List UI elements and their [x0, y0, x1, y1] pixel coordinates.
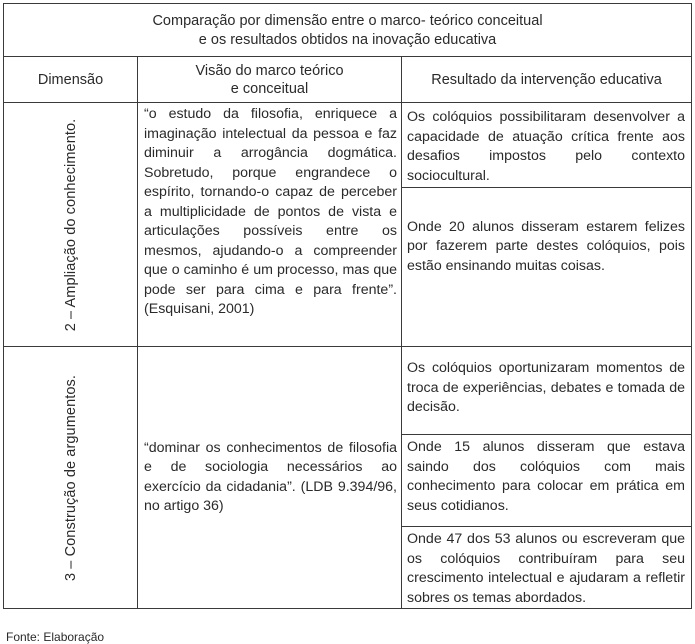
- result-cell: [402, 188, 692, 347]
- table-title-line1: Comparação por dimensão entre o marco- teórico conceitual: [152, 13, 543, 29]
- table-row: [4, 103, 692, 188]
- table-row: [4, 347, 692, 435]
- result-cell: [402, 347, 692, 435]
- table-title: [4, 4, 692, 57]
- comparison-table-container: [3, 3, 691, 609]
- result-cell: [402, 103, 692, 188]
- vision-cell-construcao: [138, 347, 402, 609]
- vision-text-ampliacao: “o estudo da filosofia, enriquece a imaginação intelectual da pessoa e faz diminuir a arrogância dogmática. Sobretudo, porque engrandece o espírito, tornando-o capaz de perceber a multiplicidade de pontos de vista e articulações possíveis entre os mesmos, ajudando-o a compreender que o caminho é um processo, mas que pode ser para cima e para frente”. (Esquisani, 2001): [144, 106, 397, 317]
- vision-cell-ampliacao: [138, 103, 402, 347]
- dimension-label-ampliacao: 2 – Ampliação do conhecimento.: [62, 118, 79, 331]
- result-cell: [402, 527, 692, 609]
- dimension-cell-ampliacao: [4, 103, 138, 347]
- table-title-line2: e os resultados obtidos na inovação educativa: [198, 32, 497, 48]
- result-text: Onde 20 alunos disseram estarem felizes por fazerem parte destes colóquios, pois estão ensinando muitas coisas.: [407, 218, 686, 274]
- dimension-label-construcao: 3 – Construção de argumentos.: [62, 374, 79, 581]
- result-text: Os colóquios possibilitaram desenvolver a capacidade de atuação crítica frente aos desafios impostos pelo contexto sociocultural.: [407, 109, 686, 184]
- comparison-table: [3, 3, 692, 609]
- header-result-label: Resultado da intervenção educativa: [431, 71, 662, 88]
- header-dimension-label: Dimensão: [37, 71, 104, 88]
- result-cell: [402, 435, 692, 527]
- vision-text-construcao: “dominar os conhecimentos de filosofia e de sociologia necessários ao exercício da cidadania”. (LDB 9.394/96, no artigo 36): [144, 439, 397, 514]
- header-vision-line2: e conceitual: [230, 80, 309, 97]
- result-text: Onde 15 alunos disseram que estava saindo dos colóquios com mais conhecimento para colocar em prática em seus cotidianos.: [407, 439, 686, 514]
- header-vision: [138, 57, 402, 103]
- header-vision-line1: Visão do marco teórico: [195, 62, 344, 79]
- header-dimension: [4, 57, 138, 103]
- table-source: Fonte: Elaboração: [6, 630, 105, 644]
- header-result: [402, 57, 692, 103]
- result-text: Onde 47 dos 53 alunos ou escreveram que os colóquios contribuíram para seu crescimento intelectual e ajudaram a refletir sobres os temas abordados.: [407, 531, 686, 606]
- dimension-cell-construcao: [4, 347, 138, 609]
- result-text: Os colóquios oportunizaram momentos de troca de experiências, debates e tomada de decisão.: [407, 360, 686, 415]
